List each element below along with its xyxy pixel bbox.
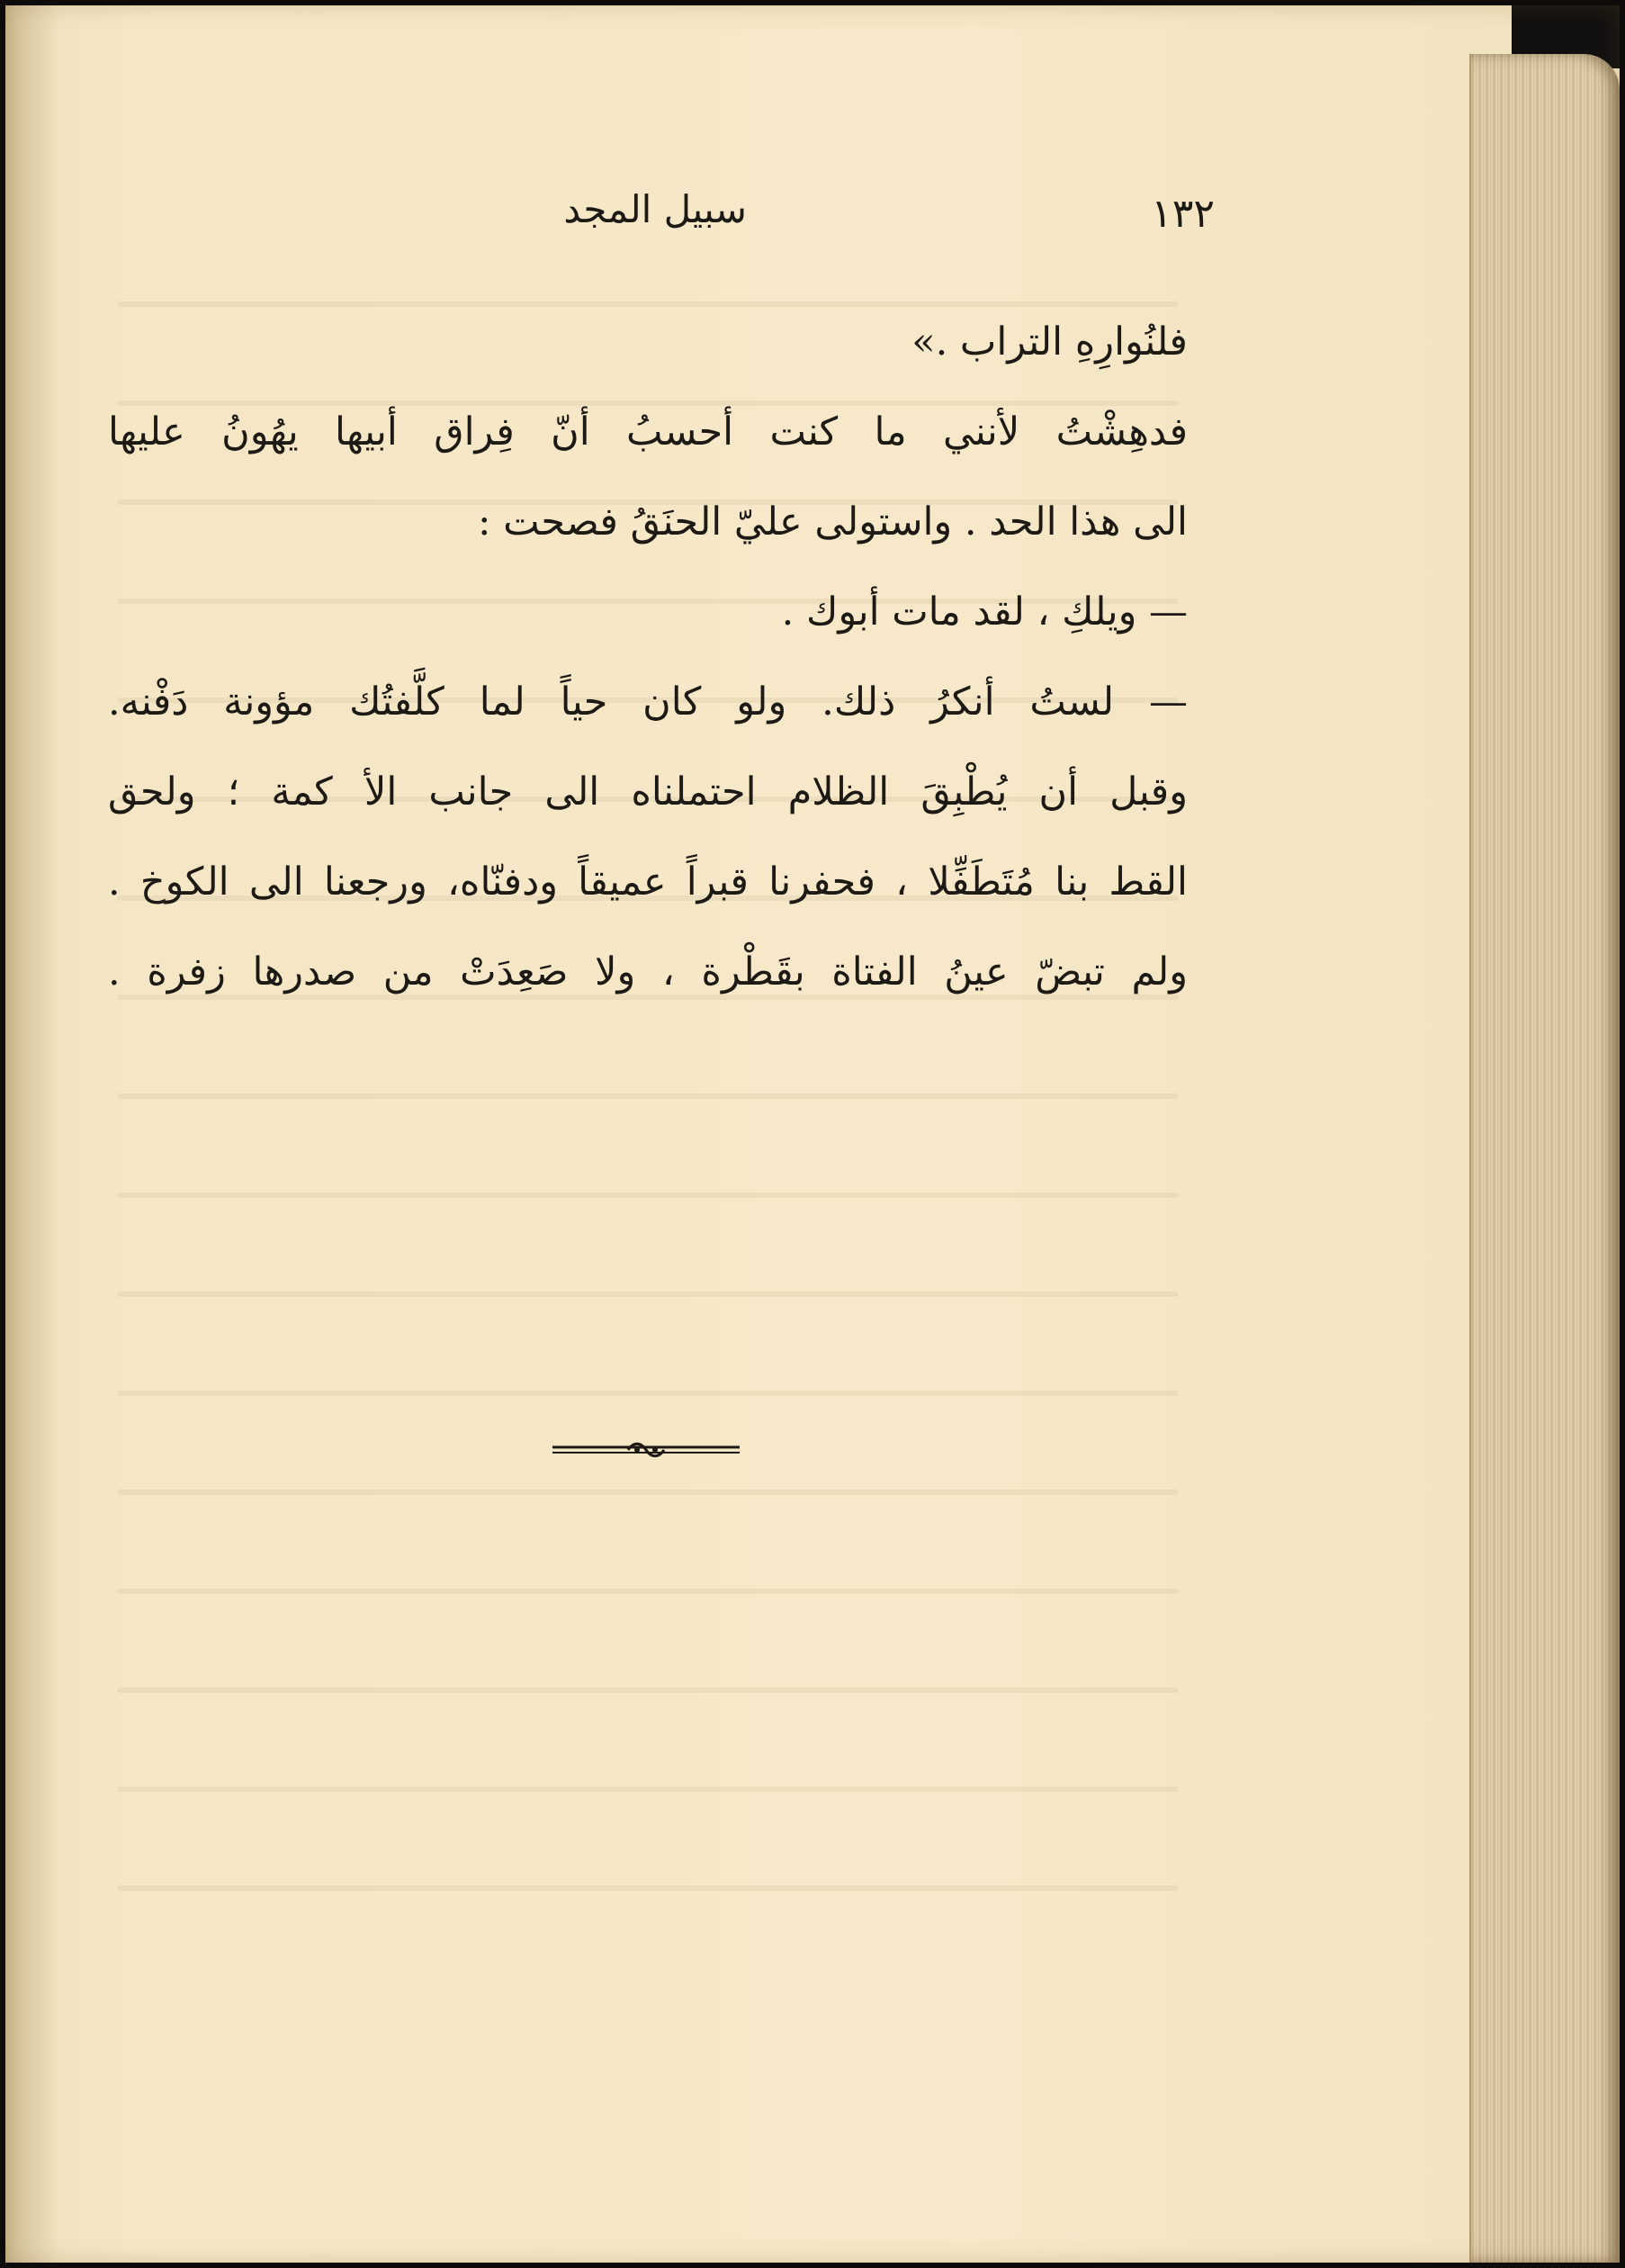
body-text bbox=[108, 297, 1188, 1017]
text-line: الى هذا الحد . واستولى عليّ الحنَقُ فصحت : bbox=[477, 500, 1188, 544]
text-line: وقبل أن يُطْبِقَ الظلام احتملناه الى جانب الأ كمة ؛ ولحق bbox=[108, 770, 1188, 814]
text-line: القط بنا مُتَطَفِّلا ، فحفرنا قبراً عميقاً ودفنّاه، ورجعنا الى الكوخ . bbox=[108, 860, 1188, 904]
text-line: فدهِشْتُ لأنني ما كنت أحسبُ أنّ فِراق أبيها يهُونُ عليها bbox=[108, 410, 1188, 454]
section-divider-ornament bbox=[551, 1438, 741, 1462]
show-through-line bbox=[117, 1390, 1179, 1396]
running-header-title: سبيل المجد bbox=[563, 187, 747, 231]
text-line: — لستُ أنكرُ ذلك. ولو كان حياً لما كلَّفتُك مؤونة دَفْنه. bbox=[108, 680, 1188, 724]
text-line: — ويلكِ ، لقد مات أبوك . bbox=[781, 590, 1188, 634]
text-line: فلنُوارِهِ التراب .» bbox=[911, 320, 1188, 364]
show-through-line bbox=[117, 1688, 1179, 1693]
show-through-line bbox=[117, 1588, 1179, 1594]
show-through-line bbox=[117, 1886, 1179, 1891]
gutter-shadow bbox=[5, 5, 59, 2263]
page-fore-edge bbox=[1469, 54, 1620, 2264]
show-through-line bbox=[117, 1292, 1179, 1297]
show-through-line bbox=[117, 1786, 1179, 1792]
text-line: ولم تبضّ عينُ الفتاة بقَطْرة ، ولا صَعِدَتْ من صدرها زفرة . bbox=[108, 950, 1188, 994]
page-number: ١٣٢ bbox=[1151, 191, 1215, 237]
show-through-line bbox=[117, 1192, 1179, 1198]
show-through-line bbox=[117, 1094, 1179, 1099]
show-through-line bbox=[117, 1490, 1179, 1495]
